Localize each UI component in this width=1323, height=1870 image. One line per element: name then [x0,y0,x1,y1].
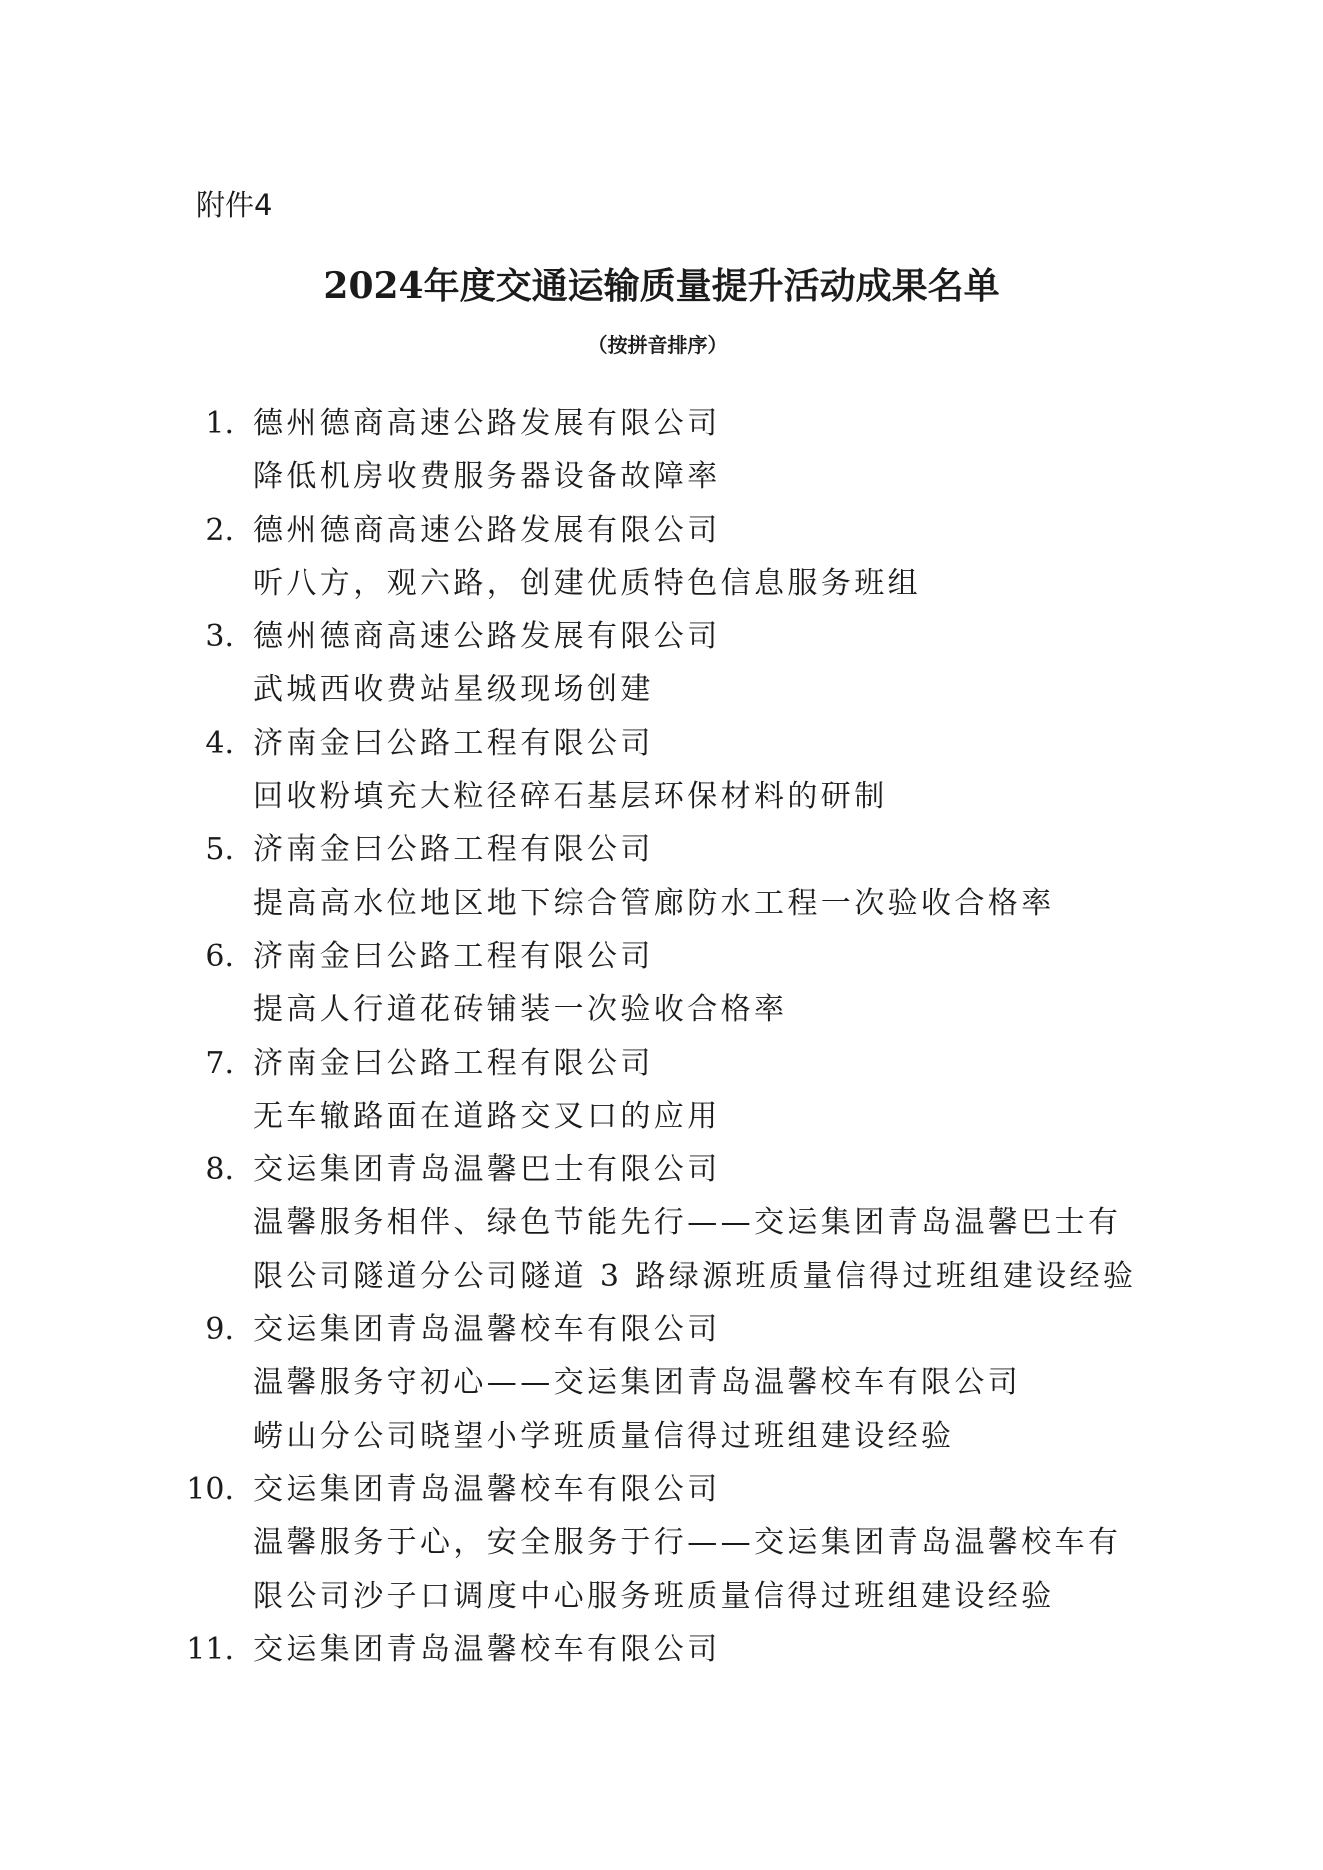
item-company: 济南金曰公路工程有限公司 [253,725,654,761]
item-project: 降低机房收费服务器设备故障率 [253,459,721,495]
item-project-continued: 崂山分公司晓望小学班质量信得过班组建设经验 [253,1418,955,1454]
list-item [0,1463,1323,1623]
list-item [0,1303,1323,1463]
item-number: 6. [205,938,234,974]
attachment-label: 附件4 [196,188,273,222]
item-number: 7. [205,1045,234,1081]
item-project: 回收粉填充大粒径碎石基层环保材料的研制 [253,779,888,815]
list-item [0,1623,1323,1676]
item-project: 提高高水位地区地下综合管廊防水工程一次验收合格率 [253,885,1055,921]
item-number: 11. [186,1631,234,1667]
list-item [0,504,1323,611]
list-item [0,397,1323,504]
item-number: 3. [205,619,234,655]
item-company: 济南金曰公路工程有限公司 [253,938,654,974]
item-company: 德州德商高速公路发展有限公司 [253,406,721,441]
results-list [0,397,1323,1676]
item-number: 2. [205,512,234,548]
item-company: 交运集团青岛温馨校车有限公司 [253,1471,721,1507]
list-item [0,717,1323,824]
item-project: 温馨服务守初心——交运集团青岛温馨校车有限公司 [253,1365,1022,1401]
item-project: 武城西收费站星级现场创建 [253,672,654,708]
item-company: 交运集团青岛温馨校车有限公司 [253,1631,721,1667]
item-company: 济南金曰公路工程有限公司 [253,1045,654,1081]
list-item [0,930,1323,1037]
item-number: 5. [205,832,234,868]
item-company: 济南金曰公路工程有限公司 [253,832,654,868]
item-company: 交运集团青岛温馨校车有限公司 [253,1312,721,1348]
item-number: 9. [205,1312,234,1348]
list-item [0,610,1323,717]
item-project: 无车辙路面在道路交叉口的应用 [253,1098,721,1134]
item-project: 听八方，观六路，创建优质特色信息服务班组 [253,565,921,601]
item-project: 温馨服务于心，安全服务于行——交运集团青岛温馨校车有 [253,1525,1122,1561]
item-project-continued: 限公司沙子口调度中心服务班质量信得过班组建设经验 [253,1578,1055,1614]
item-number: 4. [205,725,234,761]
list-item [0,1143,1323,1303]
list-item [0,1037,1323,1144]
item-number: 8. [205,1152,234,1188]
item-company: 德州德商高速公路发展有限公司 [253,619,721,655]
item-project: 提高人行道花砖铺装一次验收合格率 [253,992,788,1028]
list-item [0,823,1323,930]
item-number: 1. [205,406,234,441]
item-company: 交运集团青岛温馨巴士有限公司 [253,1152,721,1188]
item-company: 德州德商高速公路发展有限公司 [253,512,721,548]
item-number: 10. [186,1471,234,1507]
document-subtitle: （按拼音排序） [587,333,728,357]
document-title: 2024年度交通运输质量提升活动成果名单 [323,265,1000,307]
item-project-continued: 限公司隧道分公司隧道 3 路绿源班质量信得过班组建设经验 [253,1258,1137,1294]
item-project: 温馨服务相伴、绿色节能先行——交运集团青岛温馨巴士有 [253,1205,1122,1241]
